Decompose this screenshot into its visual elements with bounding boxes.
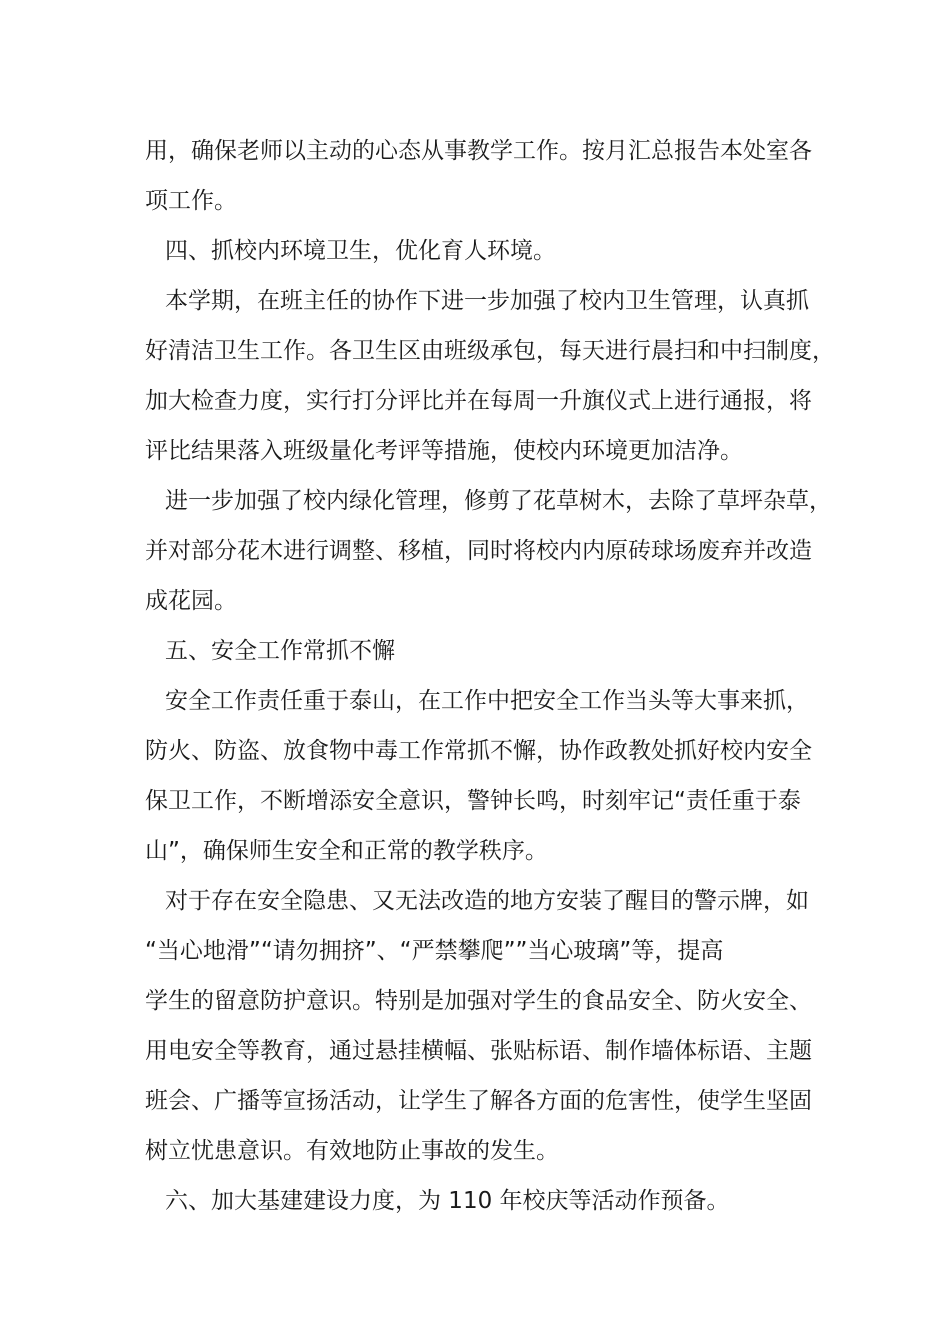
paragraph-line: 安全工作责任重于泰山，在工作中把安全工作当头等大事来抓， [165, 688, 809, 714]
section-heading: 五、安全工作常抓不懈 [165, 638, 395, 664]
paragraph-line: 用，确保老师以主动的心态从事教学工作。按月汇总报告本处室各 [145, 138, 812, 164]
paragraph-line: 树立忧患意识。有效地防止事故的发生。 [145, 1138, 559, 1164]
paragraph-line: 并对部分花木进行调整、移植，同时将校内内原砖球场废弃并改造 [145, 538, 812, 564]
paragraph-line: 学生的留意防护意识。特别是加强对学生的食品安全、防火安全、 [145, 988, 812, 1014]
paragraph-line: 项工作。 [145, 188, 237, 214]
section-heading: 六、加大基建建设力度，为 110 年校庆等活动作预备。 [165, 1188, 730, 1214]
paragraph-line: 加大检查力度，实行打分评比并在每周一升旗仪式上进行通报，将 [145, 388, 812, 414]
paragraph-line: 班会、广播等宣扬活动，让学生了解各方面的危害性，使学生坚固 [145, 1088, 812, 1114]
paragraph-line: 保卫工作，不断增添安全意识，警钟长鸣，时刻牢记“责任重于泰 [145, 788, 801, 814]
paragraph-line: 防火、防盗、放食物中毒工作常抓不懈，协作政教处抓好校内安全 [145, 738, 812, 764]
paragraph-line: “当心地滑”“请勿拥挤”、“严禁攀爬””当心玻璃”等，提高 [145, 938, 724, 964]
paragraph-line: 本学期，在班主任的协作下进一步加强了校内卫生管理，认真抓 [165, 288, 809, 314]
paragraph-line: 成花园。 [145, 588, 237, 614]
section-heading: 四、抓校内环境卫生，优化育人环境。 [165, 238, 556, 264]
paragraph-line: 对于存在安全隐患、又无法改造的地方安装了醒目的警示牌，如 [165, 888, 809, 914]
paragraph-line: 山”，确保师生安全和正常的教学秩序。 [145, 838, 548, 864]
paragraph-line: 进一步加强了校内绿化管理，修剪了花草树木，去除了草坪杂草， [165, 488, 832, 514]
paragraph-line: 好清洁卫生工作。各卫生区由班级承包，每天进行晨扫和中扫制度， [145, 338, 835, 364]
paragraph-line: 用电安全等教育，通过悬挂横幅、张贴标语、制作墙体标语、主题 [145, 1038, 812, 1064]
paragraph-line: 评比结果落入班级量化考评等措施，使校内环境更加洁净。 [145, 438, 743, 464]
